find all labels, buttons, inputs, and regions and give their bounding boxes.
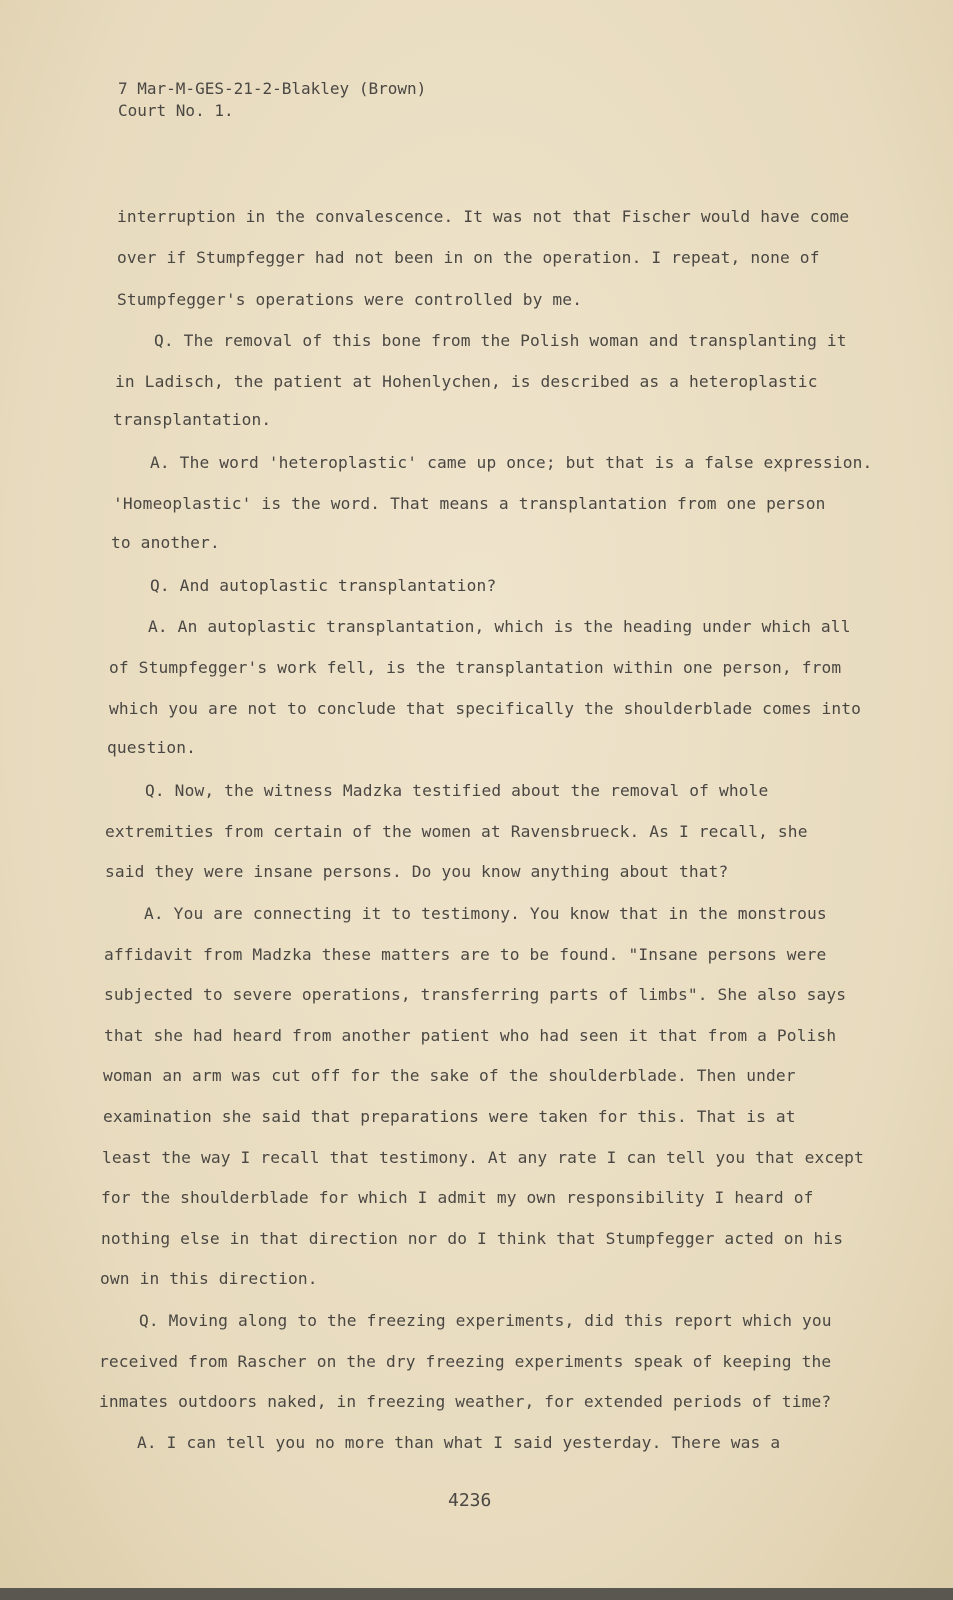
text-line: over if Stumpfegger had not been in on the operation. I repeat, none of (117, 248, 820, 267)
text-line: A. You are connecting it to testimony. You know that in the monstrous (144, 904, 827, 923)
text-line: in Ladisch, the patient at Hohenlychen, is described as a heteroplastic (115, 372, 818, 391)
text-line: examination she said that preparations were taken for this. That is at (103, 1107, 796, 1126)
text-line: Q. Now, the witness Madzka testified about the removal of whole (145, 781, 769, 800)
document-header (118, 78, 426, 122)
text-line: least the way I recall that testimony. At any rate I can tell you that except (102, 1148, 864, 1167)
text-line: own in this direction. (100, 1269, 318, 1288)
text-line: received from Rascher on the dry freezing experiments speak of keeping the (99, 1352, 832, 1371)
text-line: A. I can tell you no more than what I said yesterday. There was a (137, 1433, 781, 1452)
text-line: 'Homeoplastic' is the word. That means a transplantation from one person (113, 494, 826, 513)
text-line: extremities from certain of the women at Ravensbrueck. As I recall, she (105, 822, 808, 841)
text-line: nothing else in that direction nor do I think that Stumpfegger acted on his (101, 1229, 844, 1248)
text-line: A. The word 'heteroplastic' came up once; but that is a false expression. (150, 453, 873, 472)
text-line: transplantation. (113, 410, 272, 429)
text-line: inmates outdoors naked, in freezing weather, for extended periods of time? (99, 1392, 832, 1411)
header-case-line: 7 Mar-M-GES-21-2-Blakley (Brown) (118, 79, 427, 98)
text-line: A. An autoplastic transplantation, which is the heading under which all (148, 617, 851, 636)
text-line: affidavit from Madzka these matters are to be found. "Insane persons were (104, 945, 827, 964)
text-line: interruption in the convalescence. It was not that Fischer would have come (117, 207, 850, 226)
text-line: for the shoulderblade for which I admit my own responsibility I heard of (101, 1188, 814, 1207)
text-line: question. (107, 738, 197, 757)
text-line: that she had heard from another patient who had seen it that from a Polish (104, 1026, 837, 1045)
text-line: Q. Moving along to the freezing experiments, did this report which you (139, 1311, 832, 1330)
text-line: which you are not to conclude that specifically the shoulderblade comes into (109, 699, 862, 718)
page-number: 4236 (448, 1490, 492, 1511)
header-court-line: Court No. 1. (118, 101, 234, 120)
text-line: subjected to severe operations, transferring parts of limbs". She also says (104, 985, 847, 1004)
text-line: woman an arm was cut off for the sake of the shoulderblade. Then under (103, 1066, 796, 1085)
text-line: Stumpfegger's operations were controlled by me. (117, 290, 583, 309)
text-line: Q. And autoplastic transplantation? (150, 576, 497, 595)
text-line: to another. (111, 533, 220, 552)
text-line: Q. The removal of this bone from the Polish woman and transplanting it (154, 331, 847, 350)
text-line: said they were insane persons. Do you know anything about that? (105, 862, 729, 881)
text-line: of Stumpfegger's work fell, is the transplantation within one person, from (109, 658, 842, 677)
scan-bottom-edge (0, 1588, 953, 1600)
